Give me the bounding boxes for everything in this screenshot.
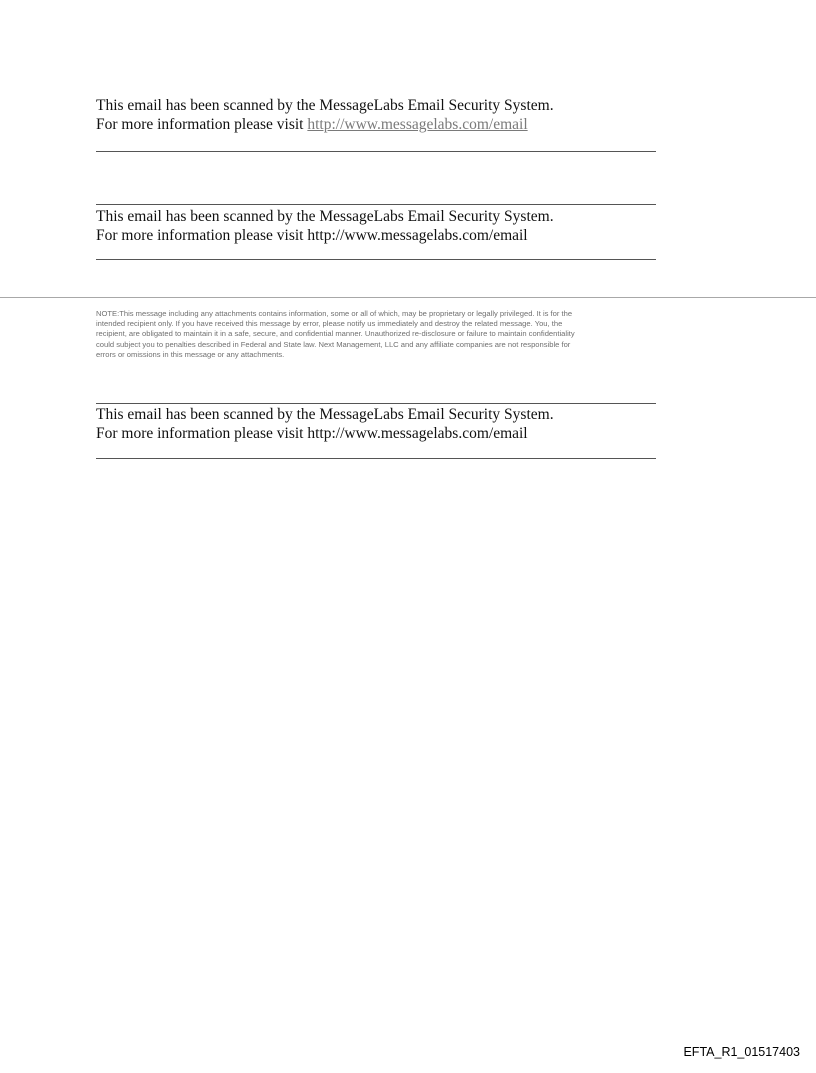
- notice-line: errors or omissions in this message or any attachments.: [96, 349, 285, 359]
- messagelabs-link[interactable]: http://www.messagelabs.com/email: [307, 116, 528, 133]
- divider-rule: [96, 259, 656, 260]
- notice-line: recipient, are obligated to maintain it in a safe, secure, and confidential manner. Unauthorized re-disclosure or failure to maintain confidentiality: [96, 329, 575, 339]
- messagelabs-signature-2: [96, 207, 696, 245]
- messagelabs-signature-1: [96, 96, 696, 134]
- divider-rule: [96, 403, 656, 404]
- divider-rule: [96, 458, 656, 459]
- confidentiality-notice: [96, 309, 746, 360]
- messagelabs-signature-3: [96, 405, 696, 443]
- info-prefix: For more information please visit: [96, 116, 308, 133]
- signature-line-info: [96, 115, 696, 134]
- signature-line-info: For more information please visit http://www.messagelabs.com/email: [96, 227, 528, 244]
- document-id-footer: EFTA_R1_01517403: [683, 1045, 800, 1059]
- full-width-separator: [0, 297, 816, 298]
- signature-line-scanned: This email has been scanned by the MessageLabs Email Security System.: [96, 97, 554, 114]
- signature-line-info: For more information please visit http://www.messagelabs.com/email: [96, 425, 528, 442]
- notice-line: intended recipient only. If you have received this message by error, please notify us immediately and destroy the related message. You, the: [96, 319, 563, 329]
- signature-line-scanned: This email has been scanned by the MessageLabs Email Security System.: [96, 406, 554, 423]
- divider-rule: [96, 151, 656, 152]
- signature-line-scanned: This email has been scanned by the MessageLabs Email Security System.: [96, 208, 554, 225]
- notice-line: NOTE:This message including any attachments contains information, some or all of which, may be proprietary or legally privileged. It is for the: [96, 309, 573, 318]
- divider-rule: [96, 204, 656, 205]
- notice-line: could subject you to penalties described in Federal and State law. Next Management, LLC and any affiliate companies are not responsible for: [96, 339, 571, 349]
